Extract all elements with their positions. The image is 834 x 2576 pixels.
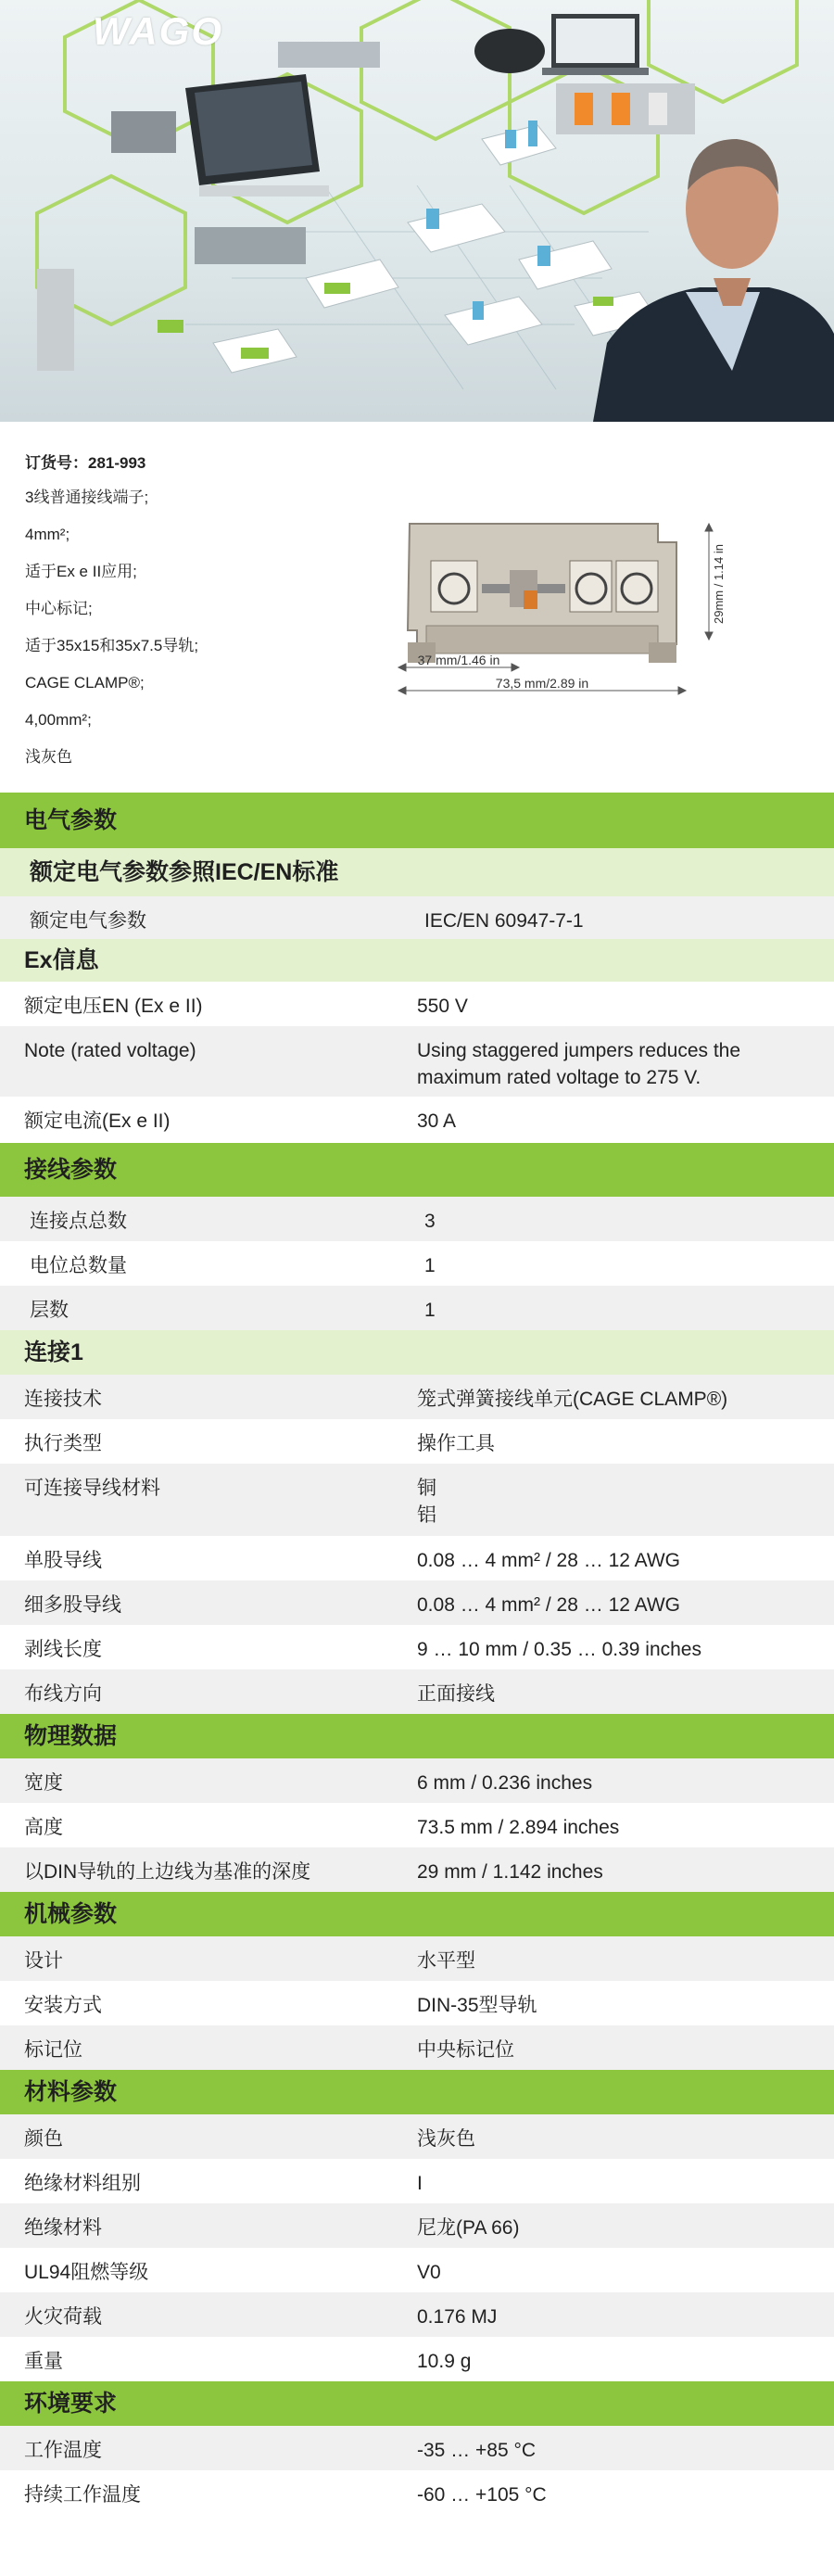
product-overview bbox=[0, 422, 834, 793]
spec-value: 9 … 10 mm / 0.35 … 0.39 inches bbox=[417, 1639, 701, 1660]
spec-label: 宽度 bbox=[24, 1772, 63, 1794]
spec-row bbox=[0, 1375, 834, 1419]
spec-label: 额定电压EN (Ex e II) bbox=[24, 996, 203, 1017]
spec-value: 29 mm / 1.142 inches bbox=[417, 1861, 603, 1883]
spec-value: DIN-35型导轨 bbox=[417, 1995, 537, 2016]
spec-value: 浅灰色 bbox=[417, 2128, 475, 2150]
spec-row bbox=[0, 1286, 834, 1330]
spec-row bbox=[0, 1625, 834, 1669]
section-physical: 物理数据 bbox=[0, 1714, 834, 1758]
spec-label: Note (rated voltage) bbox=[24, 1040, 196, 1061]
product-feature: 浅灰色 bbox=[25, 748, 72, 766]
spec-value: 笼式弹簧接线单元(CAGE CLAMP®) bbox=[417, 1389, 728, 1410]
spec-row bbox=[0, 1580, 834, 1625]
spec-value: 30 A bbox=[417, 1110, 457, 1132]
spec-row bbox=[0, 2114, 834, 2159]
spec-row bbox=[0, 2203, 834, 2248]
spec-label: 布线方向 bbox=[24, 1683, 102, 1705]
spec-row bbox=[0, 1464, 834, 1536]
spec-row bbox=[0, 2025, 834, 2070]
subsection-rated-reference: 额定电气参数参照IEC/EN标准 bbox=[0, 848, 834, 896]
hero-banner bbox=[0, 0, 834, 422]
spec-value: 水平型 bbox=[417, 1950, 475, 1972]
hero-illustration bbox=[0, 0, 834, 422]
spec-label: 高度 bbox=[24, 1817, 63, 1838]
product-feature: 4mm²; bbox=[25, 526, 70, 543]
spec-value: 0.08 … 4 mm² / 28 … 12 AWG bbox=[417, 1594, 680, 1616]
spec-row bbox=[0, 1758, 834, 1803]
spec-row bbox=[0, 1241, 834, 1286]
subsection-ex-info: Ex信息 bbox=[0, 939, 834, 982]
spec-label: 细多股导线 bbox=[24, 1594, 121, 1616]
product-feature: 3线普通接线端子; bbox=[25, 489, 149, 506]
spec-value: -60 … +105 °C bbox=[417, 2484, 547, 2506]
section-wiring: 接线参数 bbox=[0, 1143, 834, 1197]
spec-value: 铝 bbox=[417, 1504, 436, 1526]
order-number: 订货号：281-993 bbox=[25, 454, 146, 472]
section-mechanical: 机械参数 bbox=[0, 1892, 834, 1936]
spec-value: IEC/EN 60947-7-1 bbox=[424, 910, 584, 932]
spec-label: 设计 bbox=[24, 1950, 63, 1972]
spec-label: 单股导线 bbox=[24, 1550, 102, 1571]
spec-value: 尼龙(PA 66) bbox=[417, 2217, 520, 2239]
spec-row bbox=[0, 1026, 834, 1097]
spec-label: 绝缘材料组别 bbox=[24, 2173, 141, 2194]
product-info bbox=[25, 450, 198, 784]
wago-logo: WAGO bbox=[93, 9, 223, 53]
spec-label: 连接技术 bbox=[24, 1389, 102, 1410]
spec-label: UL94阻燃等级 bbox=[24, 2262, 149, 2283]
spec-row bbox=[0, 1847, 834, 1892]
product-feature: 中心标记; bbox=[25, 600, 93, 617]
spec-row bbox=[0, 2426, 834, 2470]
spec-value: 1 bbox=[424, 1300, 436, 1321]
spec-value: 3 bbox=[424, 1211, 436, 1232]
spec-value: I bbox=[417, 2173, 423, 2194]
subsection-connection-1: 连接1 bbox=[0, 1330, 834, 1375]
spec-label: 持续工作温度 bbox=[24, 2484, 141, 2506]
spec-label: 颜色 bbox=[24, 2128, 63, 2150]
spec-value-multiline bbox=[417, 1475, 834, 1529]
width-small-dimension-label: 37 mm/1.46 in bbox=[417, 653, 500, 667]
spec-value: Using staggered jumpers reduces the maximum rated voltage to 275 V. bbox=[417, 1040, 741, 1088]
spec-row bbox=[0, 1419, 834, 1464]
product-feature: 适于35x15和35x7.5导轨; bbox=[25, 637, 199, 654]
spec-row bbox=[0, 1536, 834, 1580]
spec-label: 火灾荷载 bbox=[24, 2306, 102, 2328]
spec-value: 1 bbox=[424, 1255, 436, 1276]
section-electrical: 电气参数 bbox=[0, 793, 834, 848]
spec-label: 重量 bbox=[24, 2351, 63, 2372]
spec-label: 电位总数量 bbox=[30, 1255, 127, 1276]
spec-label: 可连接导线材料 bbox=[24, 1478, 160, 1499]
spec-row bbox=[0, 1803, 834, 1847]
terminal-block-drawing bbox=[389, 505, 741, 718]
spec-label: 标记位 bbox=[24, 2039, 82, 2061]
spec-value: 正面接线 bbox=[417, 1683, 495, 1705]
spec-label: 绝缘材料 bbox=[24, 2217, 102, 2239]
spec-row bbox=[0, 1981, 834, 2025]
spec-label: 额定电流(Ex e II) bbox=[24, 1110, 171, 1132]
spec-value: 73.5 mm / 2.894 inches bbox=[417, 1817, 620, 1838]
spec-label: 连接点总数 bbox=[30, 1211, 127, 1232]
spec-label: 安装方式 bbox=[24, 1995, 102, 2016]
spec-row bbox=[0, 982, 834, 1026]
spec-row bbox=[0, 2159, 834, 2203]
spec-value: 10.9 g bbox=[417, 2351, 472, 2372]
product-feature: 适于Ex e II应用; bbox=[25, 563, 137, 580]
spec-value: 中央标记位 bbox=[417, 2039, 514, 2061]
spec-row bbox=[0, 1097, 834, 1143]
spec-value: 操作工具 bbox=[417, 1433, 495, 1454]
height-dimension-label: 29mm / 1.14 in bbox=[712, 544, 726, 624]
spec-value: -35 … +85 °C bbox=[417, 2440, 537, 2461]
spec-label: 层数 bbox=[30, 1300, 69, 1321]
spec-row bbox=[0, 1936, 834, 1981]
spec-value: 6 mm / 0.236 inches bbox=[417, 1772, 593, 1794]
spec-value: 550 V bbox=[417, 996, 468, 1017]
spec-row bbox=[0, 2470, 834, 2515]
spec-label: 以DIN导轨的上边线为基准的深度 bbox=[24, 1861, 311, 1883]
spec-label: 执行类型 bbox=[24, 1433, 102, 1454]
spec-row bbox=[0, 1669, 834, 1714]
spec-value: 0.08 … 4 mm² / 28 … 12 AWG bbox=[417, 1550, 680, 1571]
product-feature: CAGE CLAMP®; bbox=[25, 674, 145, 692]
spec-label: 工作温度 bbox=[24, 2440, 102, 2461]
spec-row bbox=[0, 2248, 834, 2292]
monitor-device bbox=[185, 74, 329, 197]
spec-label: 剥线长度 bbox=[24, 1639, 102, 1660]
section-material: 材料参数 bbox=[0, 2070, 834, 2114]
product-feature: 4,00mm²; bbox=[25, 711, 92, 729]
spec-value: 0.176 MJ bbox=[417, 2306, 498, 2328]
spec-label: 额定电气参数 bbox=[30, 910, 146, 932]
spec-row bbox=[0, 1197, 834, 1241]
width-large-dimension-label: 73,5 mm/2.89 in bbox=[495, 676, 589, 691]
spec-value: 铜 bbox=[417, 1478, 436, 1499]
spec-row bbox=[0, 2337, 834, 2381]
spec-value: V0 bbox=[417, 2262, 441, 2283]
spec-row bbox=[0, 896, 834, 939]
terminal-block-image bbox=[408, 524, 676, 663]
person-photo bbox=[593, 139, 834, 422]
spec-row bbox=[0, 2292, 834, 2337]
section-environment: 环境要求 bbox=[0, 2381, 834, 2426]
